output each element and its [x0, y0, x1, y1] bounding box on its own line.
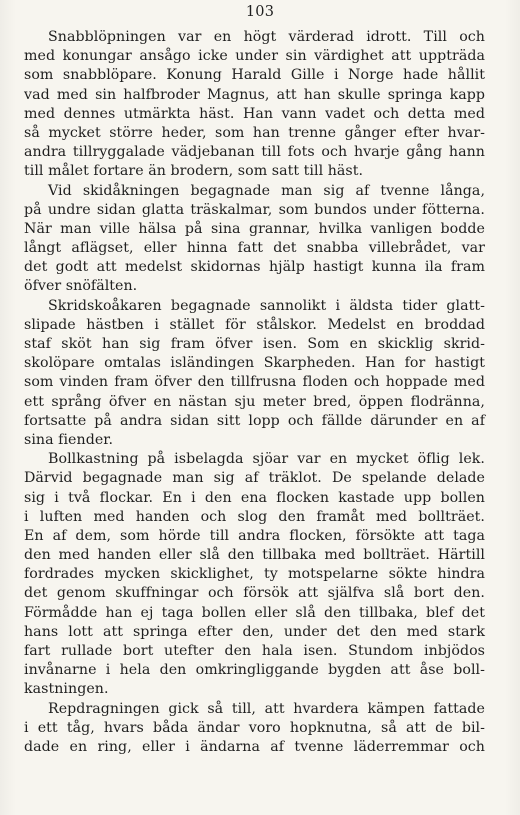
text-line: hans lott att springa efter den, under det den med stark: [24, 623, 485, 640]
text-line: fortsatte på andra sidan sitt lopp och fällde därunder en af: [24, 412, 485, 429]
text-line: Repdragningen gick så till, att hvardera kämpen fattade: [48, 700, 485, 717]
text-line: med dennes utmärkta häst. Han vann vadet och detta med: [24, 105, 485, 122]
text-line: kastningen.: [24, 681, 109, 698]
text-line: i ett tåg, hvars båda ändar voro hopknutna, så att de bil-: [24, 719, 485, 736]
text-line: sina fiender.: [24, 431, 114, 448]
text-line: Förmådde han ej taga bollen eller slå den tillbaka, blef det: [24, 604, 485, 621]
text-line: Därvid begagnade man sig af träklot. De spelande delade: [24, 470, 485, 487]
text-line: det genom skuffningar och försök att själfva slå bort den.: [24, 585, 485, 602]
text-line: En af dem, som hörde till andra flocken, försökte att taga: [24, 527, 485, 544]
text-line: Vid skidåkningen begagnade man sig af tvenne långa,: [48, 182, 485, 199]
text-line: med konungar ansågo icke under sin värdighet att uppträda: [24, 48, 485, 65]
text-line: till målet fortare än brodern, som satt till häst.: [24, 163, 364, 180]
text-line: så mycket större heder, som han trenne gånger efter hvar-: [24, 124, 485, 141]
text-line: andra tillryggalade vädjebanan till fots och hvarje gång hann: [24, 144, 485, 161]
text-line: den med handen eller slå den tillbaka med bollträet. Härtill: [24, 547, 485, 564]
text-line: långt aflägset, eller hinna fatt det snabba villebrådet, var: [24, 240, 485, 257]
text-line: Skridskoåkaren begagnade sannolikt i äldsta tider glatt-: [48, 297, 485, 314]
text-line: staf sköt han sig fram öfver isen. Som en skicklig skrid-: [24, 336, 485, 352]
text-line: Bollkastning på isbelagda sjöar var en mycket öflig lek.: [48, 451, 485, 468]
text-line: som vinden fram öfver den tillfrusna floden och hoppade med: [24, 374, 485, 391]
text-line: vad med sin halfbroder Magnus, att han skulle springa kapp: [24, 86, 485, 103]
body-text: [24, 28, 485, 757]
text-line: skolöpare omtalas isländingen Skarpheden. Han for hastigt: [24, 355, 485, 372]
text-line: i luften med handen och slog den framåt med bollträet.: [24, 508, 485, 525]
text-line: på undre sidan glatta träskalmar, som bundos under fötterna.: [24, 201, 485, 218]
text-line: invånarne i hela den omkringliggande bygden att åse boll-: [24, 662, 485, 679]
text-line: som snabblöpare. Konung Harald Gille i Norge hade hållit: [24, 67, 485, 84]
text-line: dade en ring, eller i ändarna af tvenne läderremmar och: [24, 738, 485, 755]
text-line: det godt att medelst skidornas hjälp hastigt kunna ila fram: [24, 259, 485, 276]
page-number: 103: [245, 4, 275, 20]
text-line: fart rullade bort utefter den hala isen. Stundom inbjödos: [24, 643, 485, 659]
text-line: Snabblöpningen var en högt värderad idrott. Till och: [48, 29, 485, 45]
text-line: När man ville hälsa på sina grannar, hvilka vanligen bodde: [24, 220, 485, 237]
text-line: fordrades mycken skicklighet, ty motspelarne sökte hindra: [24, 566, 485, 583]
text-line: sig i två flockar. En i den ena flocken kastade upp bollen: [24, 489, 485, 506]
text-line: ett språng öfver en nästan sju meter bred, öppen flodränna,: [24, 393, 485, 410]
text-line: slipade hästben i stället för stålskor. Medelst en broddad: [24, 316, 485, 333]
text-line: öfver snöfälten.: [24, 278, 138, 295]
